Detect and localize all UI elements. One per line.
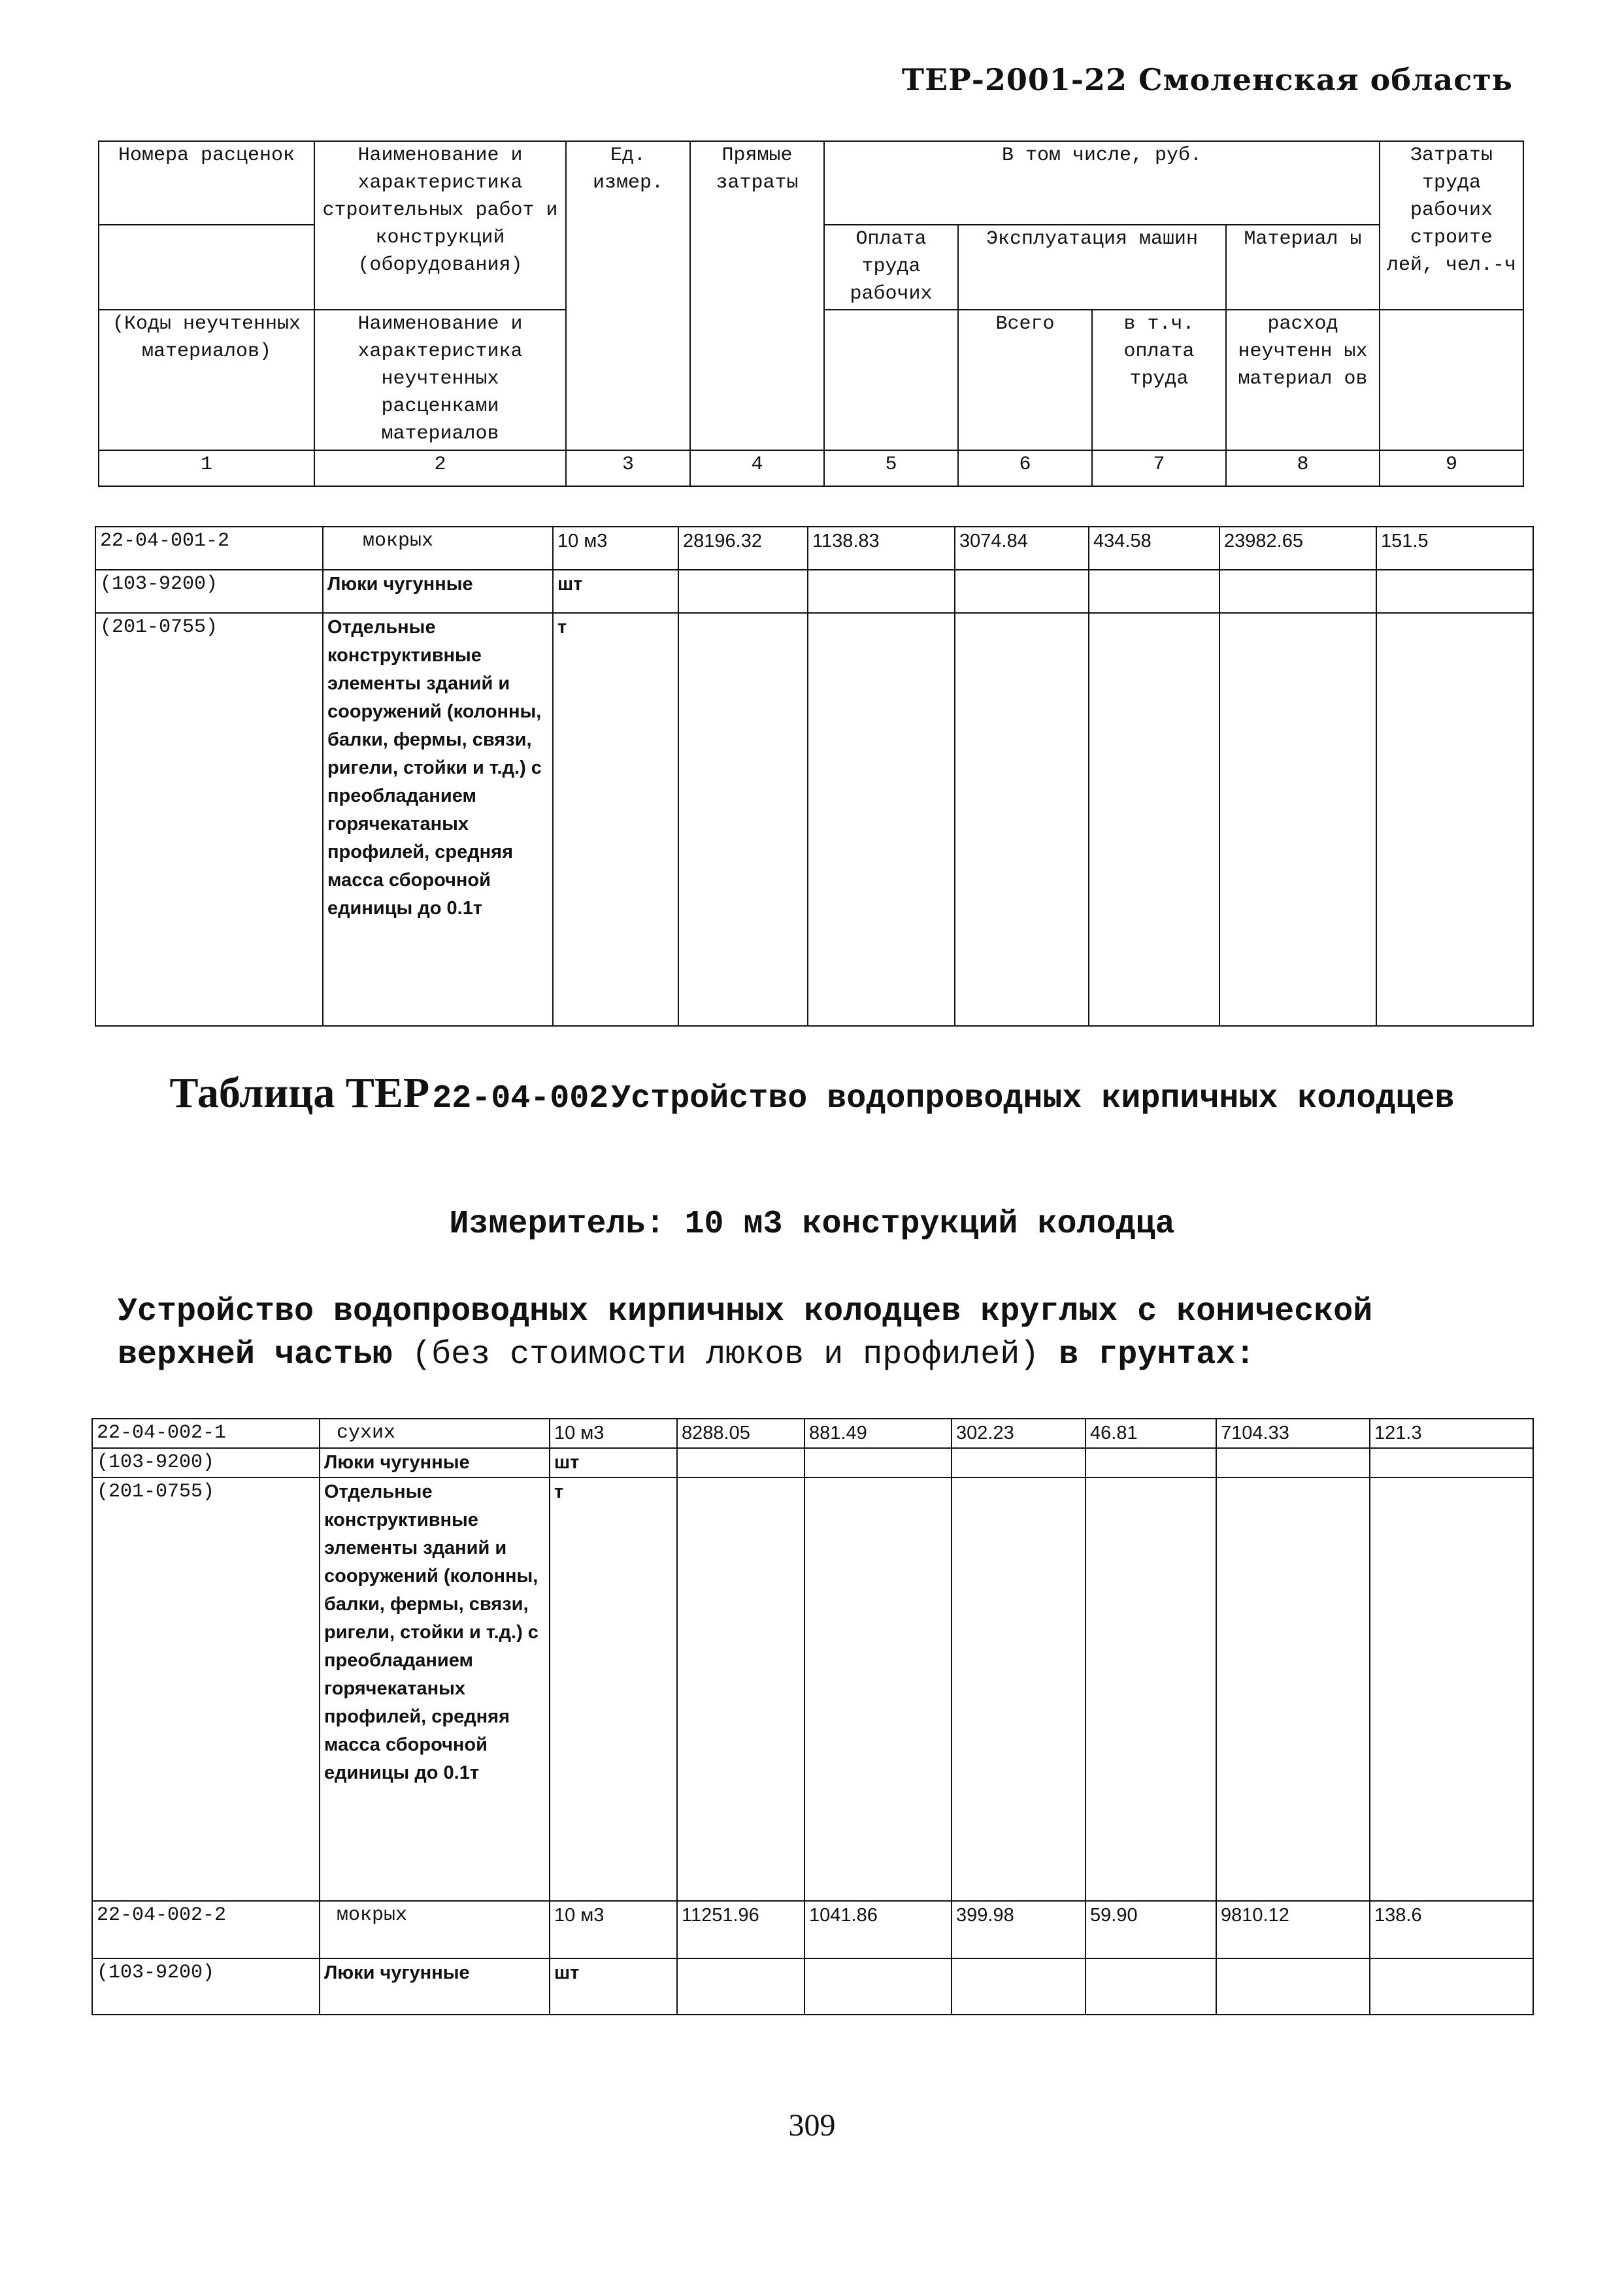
header-num-4: 4 <box>690 450 824 486</box>
table-title-name: Устройство водопроводных кирпичных колодцев <box>611 1080 1455 1117</box>
labor-pay: 1041.86 <box>804 1901 952 1958</box>
table-title-prefix: Таблица ТЕР <box>169 1069 430 1117</box>
rate-unit: 10 м3 <box>550 1419 677 1448</box>
machines-total: 399.98 <box>952 1901 1085 1958</box>
machines-total: 302.23 <box>952 1419 1085 1448</box>
rate-name: мокрых <box>320 1901 550 1958</box>
material-code: (201-0755) <box>92 1477 320 1901</box>
page-number: 309 <box>788 2108 836 2143</box>
header-num-9: 9 <box>1380 450 1523 486</box>
section-title <box>118 1291 1523 1377</box>
material-name: Люки чугунные <box>320 1958 550 2015</box>
section-title-note: (без стоимости люков и профилей) <box>412 1336 1040 1374</box>
measure-unit: Измеритель: 10 м3 конструкций колодца <box>449 1206 1175 1243</box>
header-col1-spacer <box>99 225 314 310</box>
rates-table-1 <box>95 526 1534 1027</box>
section-title-main: Устройство водопроводных кирпичных колодцев круглых с конической верхней частью <box>118 1293 1373 1374</box>
header-col2-top: Наименование и характеристика строительных работ и конструкций (оборудования) <box>314 141 566 310</box>
header-num-1: 1 <box>99 450 314 486</box>
direct-costs: 28196.32 <box>678 527 808 570</box>
header-col7: в т.ч. оплата труда <box>1092 310 1226 450</box>
rate-name: сухих <box>320 1419 550 1448</box>
header-col5: Оплата труда рабочих <box>824 225 958 310</box>
rates-table-2 <box>91 1418 1534 2015</box>
labor-hours: 138.6 <box>1370 1901 1533 1958</box>
header-num-6: 6 <box>958 450 1092 486</box>
material-name: Люки чугунные <box>323 570 553 613</box>
material-unit: т <box>550 1477 677 1901</box>
header-col6: Всего <box>958 310 1092 450</box>
material-unit: т <box>553 613 678 1026</box>
header-num-7: 7 <box>1092 450 1226 486</box>
header-num-3: 3 <box>566 450 690 486</box>
header-num-5: 5 <box>824 450 958 486</box>
material-unit: шт <box>550 1448 677 1477</box>
table-title <box>0 1068 1624 1118</box>
header-table <box>98 140 1524 487</box>
header-col67: Эксплуатация машин <box>958 225 1226 310</box>
header-col5-spacer <box>824 310 958 450</box>
materials-cost: 23982.65 <box>1219 527 1376 570</box>
header-col4: Прямые затраты <box>690 141 824 450</box>
material-unit: шт <box>553 570 678 613</box>
machines-total: 3074.84 <box>955 527 1089 570</box>
materials-cost: 9810.12 <box>1216 1901 1370 1958</box>
material-code: (103-9200) <box>95 570 323 613</box>
header-col9-spacer <box>1380 310 1523 450</box>
header-col9: Затраты труда рабочих строите лей, чел.-ч <box>1380 141 1523 310</box>
machines-labor: 59.90 <box>1085 1901 1216 1958</box>
header-group: В том числе, руб. <box>824 141 1380 225</box>
material-code: (103-9200) <box>92 1448 320 1477</box>
machines-labor: 434.58 <box>1089 527 1219 570</box>
labor-hours: 151.5 <box>1376 527 1533 570</box>
header-col8-bottom: расход неучтенн ых материал ов <box>1226 310 1380 450</box>
direct-costs: 11251.96 <box>677 1901 804 1958</box>
material-name: Отдельные конструктивные элементы зданий и сооружений (колонны, балки, фермы, связи, ригели, стойки и т.д.) с преобладанием горячекатаных профилей, средняя масса сборочной единицы до 0.1т <box>323 613 553 1026</box>
header-col8-top: Материал ы <box>1226 225 1380 310</box>
section-title-tail: в грунтах: <box>1059 1336 1255 1374</box>
labor-pay: 1138.83 <box>808 527 955 570</box>
rate-name: мокрых <box>323 527 553 570</box>
labor-pay: 881.49 <box>804 1419 952 1448</box>
rate-unit: 10 м3 <box>550 1901 677 1958</box>
rate-unit: 10 м3 <box>553 527 678 570</box>
material-name: Люки чугунные <box>320 1448 550 1477</box>
materials-cost: 7104.33 <box>1216 1419 1370 1448</box>
material-code: (103-9200) <box>92 1958 320 2015</box>
labor-hours: 121.3 <box>1370 1419 1533 1448</box>
rate-code: 22-04-002-2 <box>92 1901 320 1958</box>
table-title-code: 22-04-002 <box>432 1080 609 1117</box>
header-col1-bottom: (Коды неучтенных материалов) <box>99 310 314 450</box>
material-code: (201-0755) <box>95 613 323 1026</box>
running-head: ТЕР-2001-22 Смоленская область <box>901 62 1513 97</box>
material-name: Отдельные конструктивные элементы зданий и сооружений (колонны, балки, фермы, связи, ригели, стойки и т.д.) с преобладанием горячекатаных профилей, средняя масса сборочной единицы до 0.1т <box>320 1477 550 1901</box>
header-col1-top: Номера расценок <box>99 141 314 225</box>
rate-code: 22-04-002-1 <box>92 1419 320 1448</box>
header-num-8: 8 <box>1226 450 1380 486</box>
material-unit: шт <box>550 1958 677 2015</box>
header-col2-bottom: Наименование и характеристика неучтенных расценками материалов <box>314 310 566 450</box>
direct-costs: 8288.05 <box>677 1419 804 1448</box>
header-num-2: 2 <box>314 450 566 486</box>
header-col3: Ед. измер. <box>566 141 690 450</box>
machines-labor: 46.81 <box>1085 1419 1216 1448</box>
rate-code: 22-04-001-2 <box>95 527 323 570</box>
